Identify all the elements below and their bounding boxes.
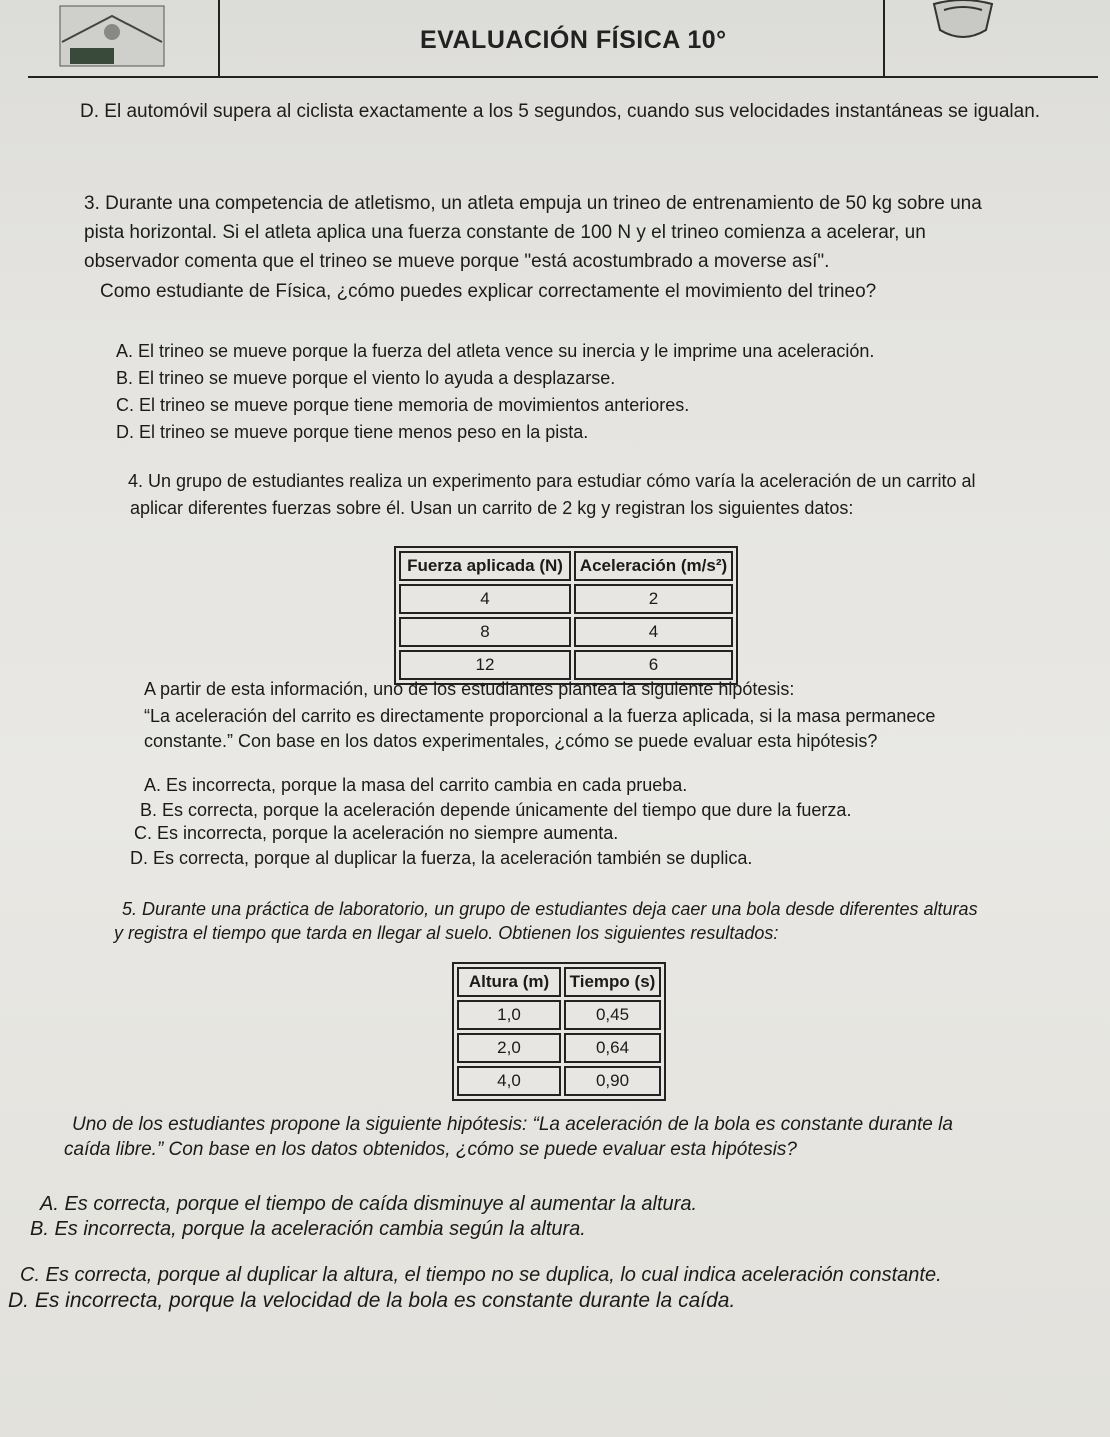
table-header-cell: Aceleración (m/s²) bbox=[574, 551, 733, 581]
q4-hypothesis-line: “La aceleración del carrito es directamente proporcional a la fuerza aplicada, si la masa permanece bbox=[144, 706, 936, 726]
q3-option-c[interactable]: C. El trineo se mueve porque tiene memoria de movimientos anteriores. bbox=[116, 395, 690, 415]
page-title: EVALUACIÓN FÍSICA 10° bbox=[420, 26, 727, 54]
header-divider bbox=[883, 0, 885, 76]
q5-stem-line: 5. Durante una práctica de laboratorio, un grupo de estudiantes deja caer una bola desde diferentes alturas bbox=[122, 899, 978, 919]
q3-option-d[interactable]: D. El trineo se mueve porque tiene menos peso en la pista. bbox=[116, 422, 589, 442]
table-row bbox=[457, 1000, 661, 1030]
q5-data-table bbox=[452, 962, 666, 1101]
q4-option-c[interactable]: C. Es incorrecta, porque la aceleración no siempre aumenta. bbox=[134, 823, 619, 843]
table-row bbox=[457, 1066, 661, 1096]
table-cell: 8 bbox=[399, 617, 571, 647]
table-row bbox=[399, 617, 733, 647]
table-cell: 4,0 bbox=[457, 1066, 561, 1096]
table-cell: 0,64 bbox=[564, 1033, 661, 1063]
q5-option-c[interactable]: C. Es correcta, porque al duplicar la altura, el tiempo no se duplica, lo cual indica aceleración constante. bbox=[20, 1264, 942, 1286]
table-cell: 4 bbox=[574, 617, 733, 647]
table-cell: 6 bbox=[574, 650, 733, 680]
table-row bbox=[457, 1033, 661, 1063]
table-cell: 0,45 bbox=[564, 1000, 661, 1030]
q5-hypothesis-line: Uno de los estudiantes propone la siguiente hipótesis: “La aceleración de la bola es constante durante la bbox=[72, 1114, 953, 1135]
q5-hypothesis-line: caída libre.” Con base en los datos obtenidos, ¿cómo se puede evaluar esta hipótesis? bbox=[64, 1139, 798, 1160]
crest-icon bbox=[930, 0, 996, 42]
q4-data-table bbox=[394, 546, 738, 685]
table-row bbox=[399, 584, 733, 614]
q2-option-d: D. El automóvil supera al ciclista exactamente a los 5 segundos, cuando sus velocidades instantáneas se igualan. bbox=[80, 101, 1041, 122]
q3-stem-line: pista horizontal. Si el atleta aplica una fuerza constante de 100 N y el trineo comienza a acelerar, un bbox=[84, 222, 926, 243]
table-header-cell: Altura (m) bbox=[457, 967, 561, 997]
table-cell: 1,0 bbox=[457, 1000, 561, 1030]
q4-option-a[interactable]: A. Es incorrecta, porque la masa del carrito cambia en cada prueba. bbox=[144, 775, 688, 795]
q3-question: Como estudiante de Física, ¿cómo puedes explicar correctamente el movimiento del trineo? bbox=[100, 281, 877, 302]
header-divider bbox=[218, 0, 220, 76]
table-header-row bbox=[457, 967, 661, 997]
q3-stem-line: 3. Durante una competencia de atletismo, un atleta empuja un trineo de entrenamiento de 50 kg sobre una bbox=[84, 193, 982, 214]
table-cell: 2 bbox=[574, 584, 733, 614]
q4-option-b[interactable]: B. Es correcta, porque la aceleración depende únicamente del tiempo que dure la fuerza. bbox=[140, 800, 852, 820]
q5-option-b[interactable]: B. Es incorrecta, porque la aceleración cambia según la altura. bbox=[30, 1218, 586, 1240]
school-logo-icon bbox=[52, 4, 172, 70]
table-header-row bbox=[399, 551, 733, 581]
q4-hypothesis-line: constante.” Con base en los datos experimentales, ¿cómo se puede evaluar esta hipótesis? bbox=[144, 731, 878, 751]
table-cell: 12 bbox=[399, 650, 571, 680]
q3-stem-line: observador comenta que el trineo se mueve porque "está acostumbrado a moverse así". bbox=[84, 251, 830, 272]
q4-stem-line: aplicar diferentes fuerzas sobre él. Usan un carrito de 2 kg y registran los siguientes datos: bbox=[130, 498, 854, 518]
table-header-cell: Fuerza aplicada (N) bbox=[399, 551, 571, 581]
q5-stem-line: y registra el tiempo que tarda en llegar al suelo. Obtienen los siguientes resultados: bbox=[114, 923, 779, 943]
q3-option-a[interactable]: A. El trineo se mueve porque la fuerza del atleta vence su inercia y le imprime una aceleración. bbox=[116, 341, 875, 361]
table-cell: 4 bbox=[399, 584, 571, 614]
table-header-cell: Tiempo (s) bbox=[564, 967, 661, 997]
q5-option-a[interactable]: A. Es correcta, porque el tiempo de caída disminuye al aumentar la altura. bbox=[40, 1193, 698, 1215]
q4-intro: A partir de esta información, uno de los estudiantes plantea la siguiente hipótesis: bbox=[144, 679, 795, 699]
table-cell: 2,0 bbox=[457, 1033, 561, 1063]
q4-option-d[interactable]: D. Es correcta, porque al duplicar la fuerza, la aceleración también se duplica. bbox=[130, 848, 753, 868]
q4-stem-line: 4. Un grupo de estudiantes realiza un experimento para estudiar cómo varía la aceleración de un carrito al bbox=[128, 471, 976, 491]
q3-option-b[interactable]: B. El trineo se mueve porque el viento lo ayuda a desplazarse. bbox=[116, 368, 616, 388]
q5-option-d[interactable]: D. Es incorrecta, porque la velocidad de la bola es constante durante la caída. bbox=[8, 1289, 736, 1312]
table-cell: 0,90 bbox=[564, 1066, 661, 1096]
